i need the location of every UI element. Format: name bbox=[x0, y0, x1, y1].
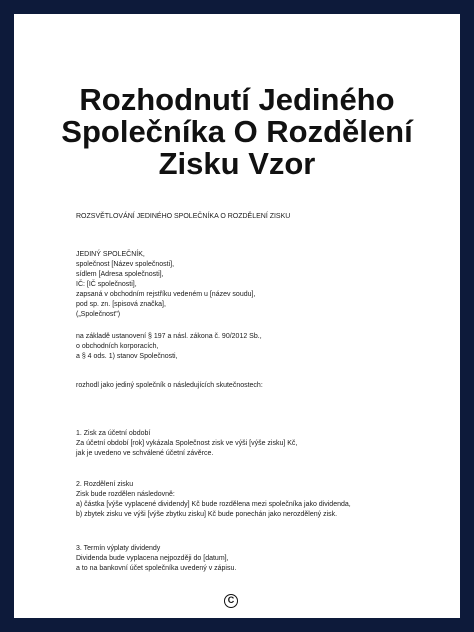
section-line: jak je uvedeno ve schválené účetní závěrce. bbox=[76, 450, 214, 457]
basis-line: o obchodních korporacích, bbox=[76, 343, 159, 350]
party-line: JEDINÝ SPOLEČNÍK, bbox=[76, 251, 145, 258]
section-line: Zisk bude rozdělen následovně: bbox=[76, 491, 175, 498]
section-line: a to na bankovní účet společníka uvedený v zápisu. bbox=[76, 565, 237, 572]
section-line: 3. Termín výplaty dividendy bbox=[76, 545, 161, 552]
heading-text: ROZSVĚTLOVÁNÍ JEDINÉHO SPOLEČNÍKA O ROZDĚLENÍ ZISKU bbox=[76, 213, 291, 220]
title-line-1: Rozhodnutí Jediného bbox=[79, 82, 395, 117]
party-line: společnost [Název společnosti], bbox=[76, 261, 175, 268]
legal-basis-block bbox=[76, 332, 444, 362]
section-payment-date bbox=[76, 544, 444, 574]
title-line-2: Společníka O Rozdělení bbox=[61, 114, 413, 149]
document-page bbox=[14, 14, 460, 618]
party-line: IČ: [IČ společnosti], bbox=[76, 281, 137, 288]
party-line: zapsaná v obchodním rejstříku vedeném u [název soudu], bbox=[76, 291, 256, 298]
section-line: 1. Zisk za účetní období bbox=[76, 430, 151, 437]
copyright-icon: C bbox=[224, 594, 238, 608]
decision-line: rozhodl jako jediný společník o následujících skutečnostech: bbox=[76, 382, 263, 389]
basis-line: a § 4 ods. 1) stanov Společnosti, bbox=[76, 353, 178, 360]
document-heading bbox=[76, 212, 444, 222]
party-line: („Společnost") bbox=[76, 311, 121, 318]
party-block bbox=[76, 250, 444, 320]
section-line: Za účetní období [rok] vykázala Společnost zisk ve výši [výše zisku] Kč, bbox=[76, 440, 298, 447]
party-line: sídlem [Adresa společnosti], bbox=[76, 271, 164, 278]
section-distribution bbox=[76, 480, 444, 520]
party-line: pod sp. zn. [spisová značka], bbox=[76, 301, 166, 308]
section-line: a) částka [výše vyplacené dividendy] Kč bude rozdělena mezi společníka jako dividenda, bbox=[76, 501, 351, 508]
section-line: 2. Rozdělení zisku bbox=[76, 481, 134, 488]
section-line: b) zbytek zisku ve výši [výše zbytku zisku] Kč bude ponechán jako nerozdělený zisk. bbox=[76, 511, 338, 518]
page-title bbox=[24, 84, 450, 180]
basis-line: na základě ustanovení § 197 a násl. zákona č. 90/2012 Sb., bbox=[76, 333, 262, 340]
section-profit bbox=[76, 429, 444, 459]
title-line-3: Zisku Vzor bbox=[158, 146, 316, 181]
decision-block bbox=[76, 381, 444, 391]
section-line: Dividenda bude vyplacena nejpozději do [datum], bbox=[76, 555, 229, 562]
